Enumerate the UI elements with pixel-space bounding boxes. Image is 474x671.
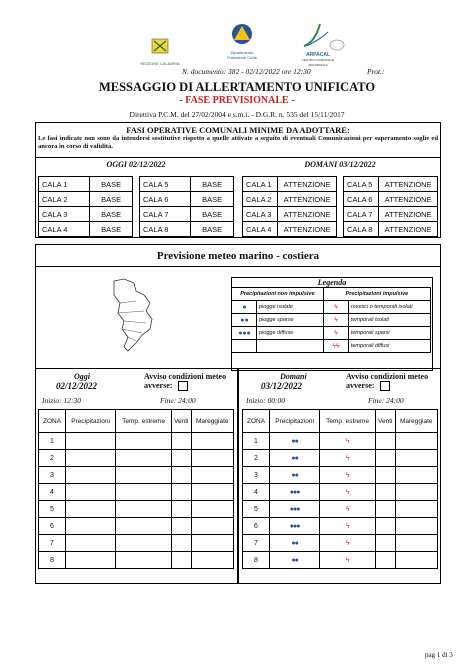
temp-cell bbox=[320, 484, 376, 501]
zone-cell: 4 bbox=[243, 484, 270, 501]
zone-cell: 6 bbox=[39, 518, 66, 535]
cala-phase: BASE bbox=[90, 192, 133, 207]
protezione-civile-icon bbox=[231, 23, 253, 45]
legend-row bbox=[232, 314, 431, 327]
thunder-icon: ϟ bbox=[323, 314, 348, 327]
mareggiate-cell bbox=[395, 518, 437, 535]
oggi-fine: Fine: 24:00 bbox=[160, 396, 196, 405]
rain-drop-icon: ● ● bbox=[232, 314, 257, 327]
cala-phase: ATTENZIONE bbox=[379, 207, 438, 222]
arpacal-sub-label: CENTRO FUNZIONALE MULTIRISCHI bbox=[301, 58, 335, 67]
legend-label bbox=[257, 340, 324, 353]
partner-icon bbox=[328, 38, 346, 52]
cala-zone: CALA 1 bbox=[243, 177, 278, 192]
zone-cell: 2 bbox=[39, 450, 66, 467]
precip-cell bbox=[66, 518, 116, 535]
column-header: Venti bbox=[375, 410, 395, 433]
mareggiate-cell bbox=[395, 467, 437, 484]
precip-cell bbox=[270, 518, 320, 535]
precip-cell bbox=[66, 501, 116, 518]
rain-drop-icon: ●● bbox=[291, 556, 298, 564]
thunder-icon: ϟ bbox=[345, 522, 350, 530]
cala-row bbox=[243, 222, 438, 237]
precip-cell bbox=[66, 484, 116, 501]
mareggiate-cell bbox=[395, 501, 437, 518]
column-header: Precipitazioni bbox=[66, 410, 116, 433]
temp-cell bbox=[116, 552, 172, 569]
precip-cell bbox=[66, 552, 116, 569]
regione-calabria-logo bbox=[140, 38, 180, 66]
wind-cell bbox=[171, 501, 191, 518]
cala-zone: CALA 7 bbox=[343, 207, 378, 222]
thunder-icon: ϟ bbox=[345, 539, 350, 547]
domani-avviso bbox=[346, 372, 438, 391]
rain-drop-icon: ●●● bbox=[289, 488, 300, 496]
column-header: Temp. estreme bbox=[116, 410, 172, 433]
thunder-icon: ϟϟ bbox=[323, 340, 348, 353]
rain-drop-icon: ●● bbox=[291, 539, 298, 547]
cala-zone: CALA 5 bbox=[139, 177, 190, 192]
column-header: ZONA bbox=[243, 410, 270, 433]
document-number: N. documento: 382 - 02/12/2022 ore 12:30 bbox=[182, 67, 311, 76]
calabria-map bbox=[106, 277, 166, 357]
cala-row bbox=[39, 192, 234, 207]
mareggiate-cell bbox=[395, 535, 437, 552]
cala-zone: CALA 4 bbox=[243, 222, 278, 237]
rain-drop-icon bbox=[232, 340, 257, 353]
wind-cell bbox=[171, 450, 191, 467]
wind-cell bbox=[375, 535, 395, 552]
thunder-icon: ϟ bbox=[345, 556, 350, 564]
legend-label: temporali sparsi bbox=[348, 327, 430, 340]
temp-cell bbox=[116, 433, 172, 450]
zone-cell: 7 bbox=[39, 535, 66, 552]
fasi-title: FASI OPERATIVE COMUNALI MINIME DA ADOTTARE: bbox=[126, 125, 350, 135]
page-subtitle: - FASE PREVISIONALE - bbox=[179, 95, 295, 106]
cala-row bbox=[39, 222, 234, 237]
directive-line: Direttiva P.C.M. del 27/02/2004 e s.m.i. - D.G.R. n. 535 del 15/11/2017 bbox=[129, 110, 345, 119]
wind-cell bbox=[171, 518, 191, 535]
mareggiate-cell bbox=[191, 467, 233, 484]
cala-row bbox=[243, 207, 438, 222]
legend-row bbox=[232, 327, 431, 340]
column-header: Mareggiate bbox=[395, 410, 437, 433]
cala-row bbox=[243, 177, 438, 192]
legend-label: temporali diffusi bbox=[348, 340, 430, 353]
wind-cell bbox=[171, 552, 191, 569]
wind-cell bbox=[375, 467, 395, 484]
legend-label: temporali isolati bbox=[348, 314, 430, 327]
mareggiate-cell bbox=[395, 450, 437, 467]
fasi-note: Le fasi indicate non sono da intendersi sostitutive rispetto a quelle attivate a seguito di eventuali Comunicazioni per superamento soglie ed ancora in corso di validità. bbox=[38, 135, 438, 150]
temp-cell bbox=[116, 450, 172, 467]
protezione-civile-logo bbox=[222, 23, 262, 60]
wind-cell bbox=[375, 433, 395, 450]
fasi-domani-table bbox=[242, 176, 438, 237]
wind-cell bbox=[171, 484, 191, 501]
thunder-icon: ϟ bbox=[323, 327, 348, 340]
cala-spacer bbox=[336, 192, 343, 207]
mareggiate-cell bbox=[191, 552, 233, 569]
cala-spacer bbox=[132, 207, 139, 222]
cala-phase: BASE bbox=[191, 192, 234, 207]
cala-spacer bbox=[336, 207, 343, 222]
mareggiate-cell bbox=[395, 484, 437, 501]
temp-cell bbox=[116, 467, 172, 484]
rain-drop-icon: ●●● bbox=[289, 522, 300, 530]
legend-head-left: Precipitazioni non impulsive bbox=[232, 288, 324, 301]
zone-cell: 3 bbox=[39, 467, 66, 484]
domani-date: 03/12/2022 bbox=[261, 381, 303, 391]
oggi-label: Oggi bbox=[74, 372, 90, 381]
rain-drop-icon: ● bbox=[232, 301, 257, 314]
domani-forecast-table bbox=[242, 409, 438, 569]
temp-cell bbox=[320, 450, 376, 467]
cala-zone: CALA 7 bbox=[139, 207, 190, 222]
cala-zone: CALA 8 bbox=[139, 222, 190, 237]
table-row bbox=[243, 450, 438, 467]
cala-zone: CALA 3 bbox=[39, 207, 90, 222]
table-row bbox=[243, 433, 438, 450]
cala-phase: ATTENZIONE bbox=[379, 177, 438, 192]
column-header: Mareggiate bbox=[191, 410, 233, 433]
table-row bbox=[243, 518, 438, 535]
mareggiate-cell bbox=[191, 518, 233, 535]
mareggiate-cell bbox=[191, 433, 233, 450]
precip-cell bbox=[66, 433, 116, 450]
table-row bbox=[39, 484, 234, 501]
precip-cell bbox=[270, 535, 320, 552]
cala-spacer bbox=[336, 177, 343, 192]
precip-cell bbox=[270, 433, 320, 450]
temp-cell bbox=[320, 535, 376, 552]
wind-cell bbox=[375, 450, 395, 467]
thunder-icon: ϟ bbox=[345, 505, 350, 513]
cala-phase: BASE bbox=[90, 222, 133, 237]
mareggiate-cell bbox=[191, 501, 233, 518]
wind-cell bbox=[375, 484, 395, 501]
cala-phase: ATTENZIONE bbox=[278, 207, 337, 222]
domani-inizio: Inizio: 00:00 bbox=[246, 396, 285, 405]
legend-box bbox=[231, 277, 433, 371]
mareggiate-cell bbox=[191, 484, 233, 501]
cala-zone: CALA 6 bbox=[343, 192, 378, 207]
domani-label: Domani bbox=[280, 372, 307, 381]
table-row bbox=[243, 535, 438, 552]
mareggiate-cell bbox=[191, 450, 233, 467]
oggi-inizio: Inizio: 12:30 bbox=[42, 396, 81, 405]
domani-fine: Fine: 24:00 bbox=[368, 396, 404, 405]
precip-cell bbox=[270, 467, 320, 484]
column-header: Venti bbox=[171, 410, 191, 433]
cala-spacer bbox=[132, 222, 139, 237]
wind-cell bbox=[375, 501, 395, 518]
table-row bbox=[243, 501, 438, 518]
table-row bbox=[243, 484, 438, 501]
cala-phase: ATTENZIONE bbox=[379, 192, 438, 207]
cala-row bbox=[243, 192, 438, 207]
meteo-title: Previsione meteo marino - costiera bbox=[156, 250, 320, 262]
temp-cell bbox=[116, 518, 172, 535]
wind-cell bbox=[171, 535, 191, 552]
legend-label: piogge sparse bbox=[257, 314, 324, 327]
rain-drop-icon: ●●● bbox=[289, 505, 300, 513]
precip-cell bbox=[270, 501, 320, 518]
thunder-icon: ϟ bbox=[345, 437, 350, 445]
domani-avviso-checkbox[interactable] bbox=[380, 381, 390, 391]
temp-cell bbox=[116, 484, 172, 501]
legend-label: piogge isolate bbox=[257, 301, 324, 314]
meteo-section bbox=[35, 244, 441, 584]
mareggiate-cell bbox=[395, 433, 437, 450]
thunder-icon: ϟ bbox=[345, 488, 350, 496]
legend-label: rovesci o temporali isolati bbox=[348, 301, 430, 314]
table-row bbox=[39, 518, 234, 535]
precip-cell bbox=[270, 552, 320, 569]
temp-cell bbox=[320, 552, 376, 569]
table-row bbox=[39, 450, 234, 467]
cala-zone: CALA 2 bbox=[39, 192, 90, 207]
dipartimento-label: Dipartimento Protezione Civile bbox=[226, 50, 257, 60]
zone-cell: 3 bbox=[243, 467, 270, 484]
precip-cell bbox=[66, 535, 116, 552]
cala-zone: CALA 5 bbox=[343, 177, 378, 192]
cala-phase: ATTENZIONE bbox=[278, 177, 337, 192]
oggi-date: 02/12/2022 bbox=[56, 381, 98, 391]
table-row bbox=[39, 552, 234, 569]
table-row bbox=[39, 501, 234, 518]
cala-row bbox=[39, 207, 234, 222]
table-row bbox=[39, 433, 234, 450]
oggi-forecast-table bbox=[38, 409, 234, 569]
precip-cell bbox=[66, 467, 116, 484]
wind-cell bbox=[375, 552, 395, 569]
table-row bbox=[243, 552, 438, 569]
cala-spacer bbox=[336, 222, 343, 237]
zone-cell: 1 bbox=[243, 433, 270, 450]
fasi-operative-section bbox=[35, 122, 441, 238]
precip-cell bbox=[270, 484, 320, 501]
temp-cell bbox=[116, 501, 172, 518]
cala-phase: ATTENZIONE bbox=[278, 192, 337, 207]
legend-row bbox=[232, 301, 431, 314]
protocol-label: Prot.: bbox=[367, 67, 385, 76]
temp-cell bbox=[116, 535, 172, 552]
temp-cell bbox=[320, 467, 376, 484]
regione-label: REGIONE CALABRIA bbox=[140, 61, 180, 66]
wind-cell bbox=[375, 518, 395, 535]
rain-drop-icon: ● ● ● bbox=[232, 327, 257, 340]
zone-cell: 7 bbox=[243, 535, 270, 552]
fasi-oggi-table bbox=[38, 176, 234, 237]
zone-cell: 8 bbox=[39, 552, 66, 569]
table-row bbox=[243, 467, 438, 484]
legend-row bbox=[232, 340, 431, 353]
page-title: MESSAGGIO DI ALLERTAMENTO UNIFICATO bbox=[98, 80, 376, 94]
page-number: pag 1 di 3 bbox=[425, 651, 453, 659]
cala-row bbox=[39, 177, 234, 192]
cala-zone: CALA 4 bbox=[39, 222, 90, 237]
cala-zone: CALA 2 bbox=[243, 192, 278, 207]
oggi-avviso-checkbox[interactable] bbox=[178, 381, 188, 391]
cala-phase: BASE bbox=[90, 207, 133, 222]
cala-spacer bbox=[132, 177, 139, 192]
regione-shield-icon bbox=[150, 38, 170, 56]
wind-cell bbox=[171, 433, 191, 450]
temp-cell bbox=[320, 433, 376, 450]
zone-cell: 5 bbox=[243, 501, 270, 518]
column-header: ZONA bbox=[39, 410, 66, 433]
legend-table bbox=[231, 287, 431, 353]
legend-label: piogge diffuse bbox=[257, 327, 324, 340]
table-row bbox=[39, 535, 234, 552]
partner-logo bbox=[327, 38, 347, 57]
precip-cell bbox=[270, 450, 320, 467]
rain-drop-icon: ●● bbox=[291, 454, 298, 462]
wind-cell bbox=[171, 467, 191, 484]
rain-drop-icon: ●● bbox=[291, 471, 298, 479]
legend-head-right: Precipitazioni impulsive bbox=[323, 288, 430, 301]
cala-phase: BASE bbox=[191, 177, 234, 192]
zone-cell: 4 bbox=[39, 484, 66, 501]
mareggiate-cell bbox=[191, 535, 233, 552]
rain-drop-icon: ●● bbox=[291, 437, 298, 445]
oggi-avviso bbox=[144, 372, 234, 391]
cala-phase: BASE bbox=[191, 222, 234, 237]
column-header: Temp. estreme bbox=[320, 410, 376, 433]
thunder-icon: ϟ bbox=[323, 301, 348, 314]
zone-cell: 8 bbox=[243, 552, 270, 569]
temp-cell bbox=[320, 518, 376, 535]
fasi-oggi-label: OGGI 02/12/2022 bbox=[106, 160, 166, 169]
column-header: Precipitazioni bbox=[270, 410, 320, 433]
cala-phase: BASE bbox=[90, 177, 133, 192]
cala-phase: ATTENZIONE bbox=[379, 222, 438, 237]
zone-cell: 6 bbox=[243, 518, 270, 535]
cala-spacer bbox=[132, 192, 139, 207]
thunder-icon: ϟ bbox=[345, 471, 350, 479]
mareggiate-cell bbox=[395, 552, 437, 569]
cala-zone: CALA 1 bbox=[39, 177, 90, 192]
cala-zone: CALA 6 bbox=[139, 192, 190, 207]
fasi-domani-label: DOMANI 03/12/2022 bbox=[304, 160, 376, 169]
precip-cell bbox=[66, 450, 116, 467]
cala-zone: CALA 3 bbox=[243, 207, 278, 222]
zone-cell: 2 bbox=[243, 450, 270, 467]
temp-cell bbox=[320, 501, 376, 518]
cala-phase: BASE bbox=[191, 207, 234, 222]
arpacal-label: ARPACAL bbox=[305, 52, 331, 58]
zone-cell: 1 bbox=[39, 433, 66, 450]
domani-avviso-text: Avviso condizioni meteo avverse: bbox=[346, 372, 429, 390]
cala-zone: CALA 8 bbox=[343, 222, 378, 237]
zone-cell: 5 bbox=[39, 501, 66, 518]
table-row bbox=[39, 467, 234, 484]
thunder-icon: ϟ bbox=[345, 454, 350, 462]
oggi-avviso-text: Avviso condizioni meteo avverse: bbox=[144, 372, 227, 390]
legend-title: Legenda bbox=[317, 278, 347, 287]
cala-phase: ATTENZIONE bbox=[278, 222, 337, 237]
